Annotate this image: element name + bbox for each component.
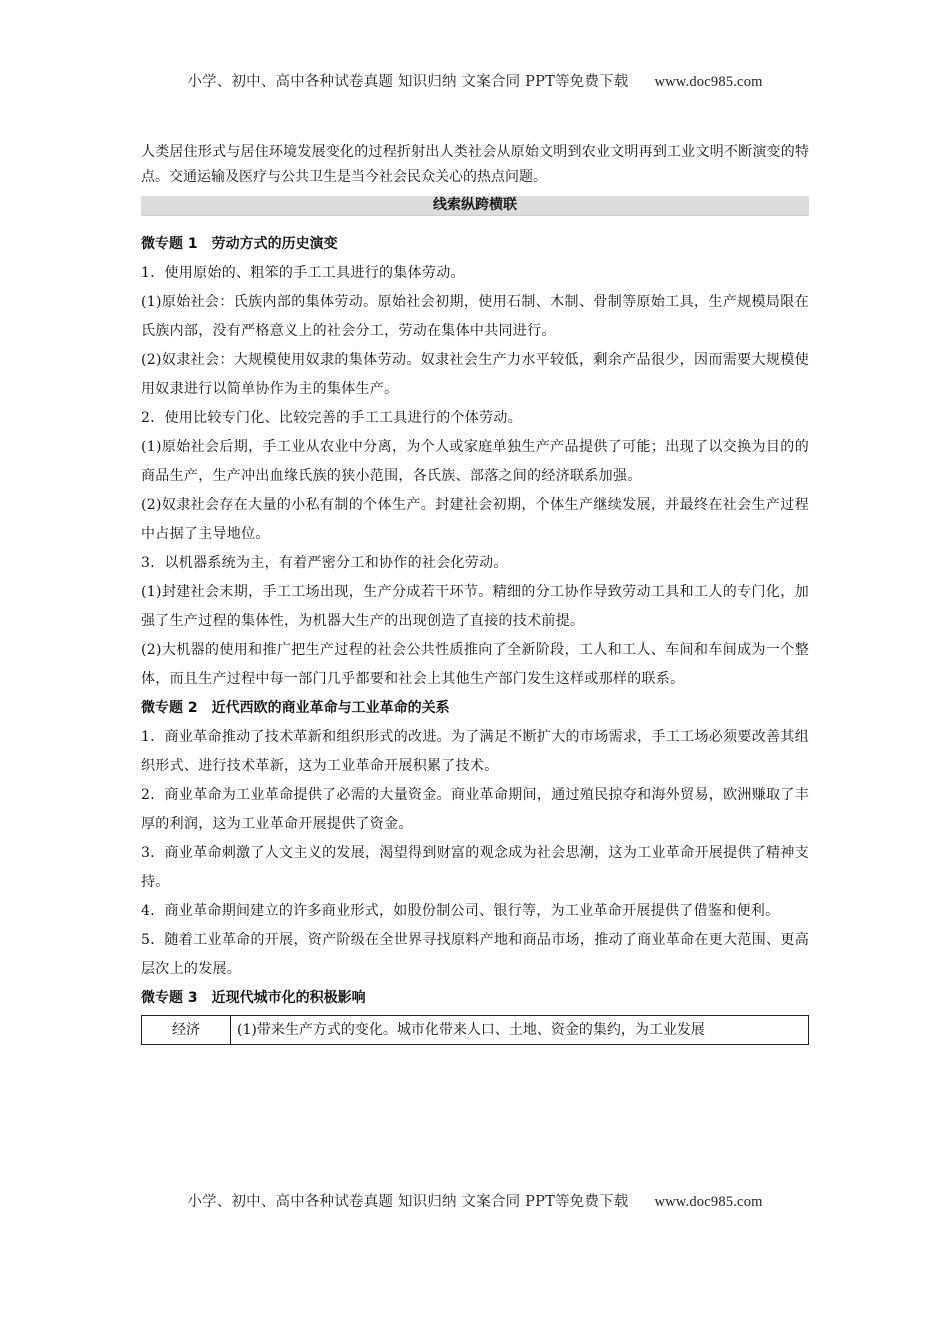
topic-1-para-4: 2．使用比较专门化、比较完善的手工工具进行的个体劳动。 (141, 410, 523, 426)
header-text: 小学、初中、高中各种试卷真题 知识归纳 文案合同 PPT等免费下载 (187, 74, 629, 90)
topic-2-para-3: 3．商业革命刺激了人文主义的发展，渴望得到财富的观念成为社会思潮，这为工业革命开展提供了精神支持。 (141, 845, 809, 890)
topic-1-para-2: (1)原始社会：氏族内部的集体劳动。原始社会初期，使用石制、木制、骨制等原始工具，生产规模局限在氏族内部，没有严格意义上的社会分工，劳动在集体中共同进行。 (141, 294, 809, 339)
topic-2-para-5: 5．随着工业革命的开展，资产阶级在全世界寻找原料产地和商品市场，推动了商业革命在更大范围、更高层次上的发展。 (141, 932, 809, 977)
topic-2 (141, 694, 809, 984)
topic-1-para-5: (1)原始社会后期，手工业从农业中分离，为个人或家庭单独生产产品提供了可能；出现了以交换为目的的商品生产，生产冲出血缘氏族的狭小范围，各氏族、部落之间的经济联系加强。 (141, 439, 809, 484)
intro-paragraph: 人类居住形式与居住环境发展变化的过程折射出人类社会从原始文明到农业文明再到工业文明不断演变的特点。交通运输及医疗与公共卫生是当今社会民众关心的热点问题。 (141, 144, 809, 185)
document-body (141, 140, 809, 1045)
topic-2-para-4: 4．商业革命期间建立的许多商业形式，如股份制公司、银行等，为工业革命开展提供了借鉴和便利。 (141, 903, 780, 919)
footer-text: 小学、初中、高中各种试卷真题 知识归纳 文案合同 PPT等免费下载 (187, 1194, 629, 1210)
table-text-cell: (1)带来生产方式的变化。城市化带来人口、土地、资金的集约，为工业发展 (231, 1016, 809, 1045)
header-site-link[interactable]: www.doc985.com (654, 74, 763, 90)
topic-1-para-6: (2)奴隶社会存在大量的小私有制的个体生产。封建社会初期，个体生产继续发展，并最终在社会生产过程中占据了主导地位。 (141, 497, 809, 542)
footer-site-link[interactable]: www.doc985.com (654, 1194, 763, 1210)
topic-1-para-7: 3．以机器系统为主，有着严密分工和协作的社会化劳动。 (141, 555, 508, 571)
topic-2-para-1: 1．商业革命推动了技术革新和组织形式的改进。为了满足不断扩大的市场需求，手工工场必须要改善其组织形式、进行技术革新，这为工业革命开展积累了技术。 (141, 729, 809, 774)
topic-1-para-9: (2)大机器的使用和推广把生产过程的社会公共性质推向了全新阶段，工人和工人、车间和车间成为一个整体，而且生产过程中每一部门几乎都要和社会上其他生产部门发生这样或那样的联系。 (141, 642, 809, 687)
topic-3 (141, 984, 809, 1045)
page-footer (0, 1190, 950, 1211)
table-label-cell: 经济 (142, 1016, 231, 1045)
page-header (0, 70, 950, 91)
topic-1-para-1: 1．使用原始的、粗笨的手工工具进行的集体劳动。 (141, 265, 465, 281)
topic-1 (141, 230, 809, 694)
urbanization-table (141, 1015, 809, 1045)
topic-1-para-8: (1)封建社会末期，手工工场出现，生产分成若干环节。精细的分工协作导致劳动工具和工人的专门化，加强了生产过程的集体性，为机器大生产的出现创造了直接的技术前提。 (141, 584, 809, 629)
topic-1-para-3: (2)奴隶社会：大规模使用奴隶的集体劳动。奴隶社会生产力水平较低，剩余产品很少，因而需要大规模使用奴隶进行以简单协作为主的集体生产。 (141, 352, 809, 397)
topic-2-title: 微专题 2 近代西欧的商业革命与工业革命的关系 (141, 700, 450, 716)
table-row (142, 1016, 809, 1045)
topic-3-title: 微专题 3 近现代城市化的积极影响 (141, 990, 366, 1006)
section-band-title: 线索纵跨横联 (141, 196, 809, 216)
topic-2-para-2: 2．商业革命为工业革命提供了必需的大量资金。商业革命期间，通过殖民掠夺和海外贸易，欧洲赚取了丰厚的利润，这为工业革命开展提供了资金。 (141, 787, 809, 832)
topic-1-title: 微专题 1 劳动方式的历史演变 (141, 236, 338, 252)
